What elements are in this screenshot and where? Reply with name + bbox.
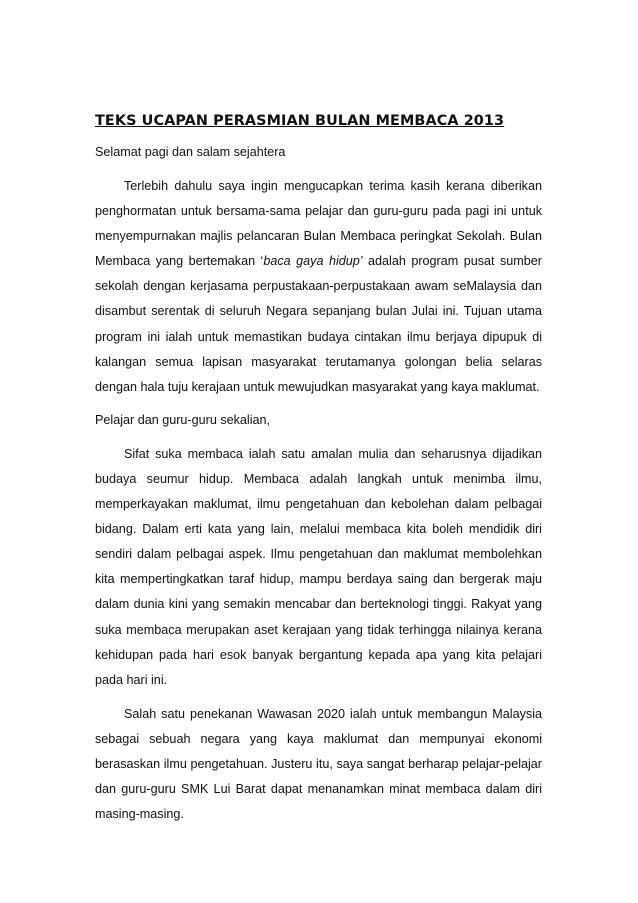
greeting: Selamat pagi dan salam sejahtera bbox=[95, 145, 286, 159]
paragraph-3: Salah satu penekanan Wawasan 2020 ialah untuk membangun Malaysia sebagai sebuah negara yang kaya maklumat dan mempunyai ekonomi berasaskan ilmu pengetahuan. Justeru itu, saya sangat berharap pelajar-pelajar dan guru-guru SMK Lui Barat dapat menanamkan minat membaca dalam diri masing-masing. bbox=[95, 706, 542, 822]
theme-text: baca gaya hidup’ bbox=[263, 254, 363, 269]
paragraph-1 bbox=[95, 174, 542, 400]
paragraph-1-text-end: adalah program pusat sumber sekolah dengan kerjasama perpustakaan-perpustakaan awam seMalaysia dan disambut serentak di seluruh Negara sepanjang bulan Julai ini. Tujuan utama program ini ialah untuk memastikan budaya cintakan ilmu berjaya dipupuk di kalangan semua lapisan masyarakat terutamanya golongan belia selaras dengan hala tuju kerajaan untuk mewujudkan masyarakat yang kaya maklumat. bbox=[95, 254, 543, 394]
paragraph-1-text-start: Terlebih dahulu saya ingin mengucapkan terima kasih kerana diberikan penghormatan untuk bersama-sama pelajar dan guru-guru pada pagi ini untuk menyempurnakan majlis pelancaran Bulan Membaca peringkat Sekolah. Bulan Membaca yang bertemakan ‘ bbox=[95, 179, 542, 269]
paragraph-2: Sifat suka membaca ialah satu amalan mulia dan seharusnya dijadikan budaya seumur hidup. Membaca adalah langkah untuk menimba ilmu, memperkayakan maklumat, ilmu pengetahuan dan kebolehan dalam pelbagai bidang. Dalam erti kata yang lain, melalui membaca kita boleh mendidik diri sendiri dalam pelbagai aspek. Ilmu pengetahuan dan maklumat membolehkan kita mempertingkatkan taraf hidup, mampu berdaya saing dan bergerak maju dalam dunia kini yang semakin mencabar dan berteknologi tinggi. Rakyat yang suka membaca merupakan aset kerajaan yang tidak terhingga nilainya kerana kehidupan pada hari esok banyak bergantung kepada apa yang kita pelajari pada hari ini. bbox=[95, 446, 542, 687]
document-title: TEKS UCAPAN PERASMIAN BULAN MEMBACA 2013 bbox=[95, 113, 505, 129]
address-line: Pelajar dan guru-guru sekalian, bbox=[95, 412, 271, 427]
